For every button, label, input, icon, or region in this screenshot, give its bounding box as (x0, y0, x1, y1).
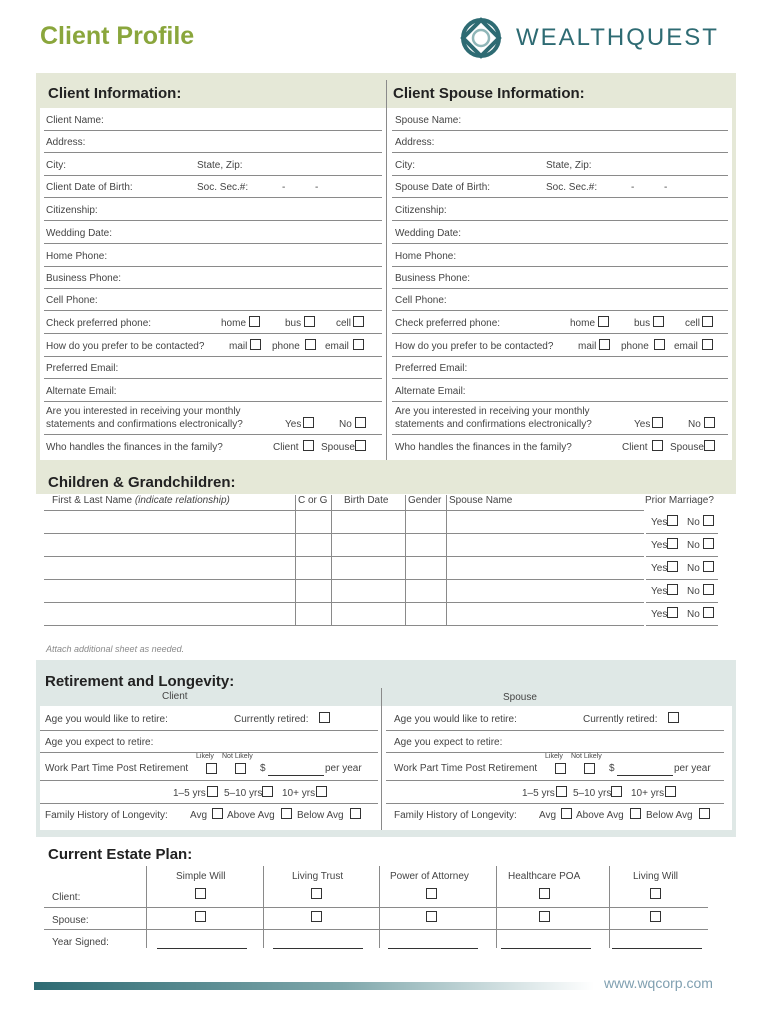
finances-client-checkbox[interactable] (652, 440, 663, 451)
retirement-line (40, 780, 378, 781)
yes-label: Yes (285, 419, 302, 430)
year-signed-line (501, 948, 591, 949)
client-field-label: Business Phone: (46, 273, 122, 284)
children-column-divider (446, 495, 447, 625)
cell-label: cell (685, 318, 701, 329)
yrs-1-5-label: 1–5 yrs (173, 788, 206, 799)
client-field-line (44, 288, 382, 289)
estate-client-checkbox[interactable] (539, 888, 550, 899)
prior-line (646, 602, 718, 603)
client-check-phone-label: Check preferred phone: (46, 318, 152, 329)
email-checkbox[interactable] (702, 339, 713, 350)
estate-year-signed-label: Year Signed: (52, 937, 109, 948)
estate-column-header: Living Will (633, 871, 679, 882)
field-line (392, 401, 728, 402)
client-field-label: Soc. Sec.#: (197, 182, 249, 193)
spouse-field-label: Wedding Date: (395, 228, 461, 239)
email-label: email (674, 341, 698, 352)
statements-yes-checkbox[interactable] (303, 417, 314, 428)
home-label: home (570, 318, 596, 329)
estate-spouse-checkbox[interactable] (426, 911, 437, 922)
year-signed-line (157, 948, 247, 949)
dollar-sign: $ (609, 763, 615, 774)
ssn-dash: - (664, 182, 668, 193)
prior-yes-checkbox[interactable] (667, 515, 678, 526)
cell-label: cell (336, 318, 352, 329)
phone-checkbox[interactable] (654, 339, 665, 350)
field-line (44, 401, 382, 402)
client-field-label: Citizenship: (46, 205, 98, 216)
client-field-line (44, 130, 382, 131)
field-line (44, 356, 382, 357)
likely-checkbox[interactable] (206, 763, 217, 774)
avg-label: Avg (190, 810, 208, 821)
retirement-title: Retirement and Longevity: (45, 673, 235, 690)
col-prior-header: Prior Marriage? (645, 495, 714, 506)
retirement-spouse-col: Spouse (503, 692, 537, 703)
client-field-label: Wedding Date: (46, 228, 112, 239)
client-field-label: Client Date of Birth: (46, 182, 133, 193)
children-column-divider (331, 495, 332, 625)
spouse-field-label: Spouse Date of Birth: (395, 182, 491, 193)
year-signed-line (388, 948, 478, 949)
above-avg-label: Above Avg (227, 810, 275, 821)
finances-label: Who handles the finances in the family? (395, 442, 572, 453)
prior-no-label: No (687, 609, 700, 620)
client-contact-label: How do you prefer to be contacted? (46, 341, 205, 352)
statements-question-line1: Are you interested in receiving your monthly (46, 406, 241, 417)
bus-checkbox[interactable] (653, 316, 664, 327)
prior-no-label: No (687, 563, 700, 574)
home-label: home (221, 318, 247, 329)
yrs-10-checkbox[interactable] (316, 786, 327, 797)
estate-column-header: Living Trust (292, 871, 344, 882)
logo-icon (458, 15, 504, 61)
finances-spouse-checkbox[interactable] (355, 440, 366, 451)
yrs-10-label: 10+ yrs (282, 788, 316, 799)
yrs-5-10-checkbox[interactable] (611, 786, 622, 797)
prior-no-checkbox[interactable] (703, 515, 714, 526)
not-likely-checkbox[interactable] (235, 763, 246, 774)
prior-yes-checkbox[interactable] (667, 607, 678, 618)
amount-line (268, 775, 324, 776)
per-year-label: per year (674, 763, 711, 774)
field-line (44, 378, 382, 379)
col-birth-header: Birth Date (344, 495, 389, 506)
prior-yes-checkbox[interactable] (667, 584, 678, 595)
wealthquest-logo (458, 14, 738, 64)
field-line (44, 434, 382, 435)
field-line (44, 333, 382, 334)
finances-spouse-label: Spouse (670, 442, 704, 453)
retirement-divider (381, 688, 382, 830)
finances-label: Who handles the finances in the family? (46, 442, 223, 453)
per-year-label: per year (325, 763, 362, 774)
ssn-dash: - (315, 182, 319, 193)
finances-client-label: Client (273, 442, 299, 453)
client-field-label: Cell Phone: (46, 295, 98, 306)
estate-client-label: Client: (52, 892, 81, 903)
estate-column-header: Power of Attorney (390, 871, 469, 882)
avg-checkbox[interactable] (561, 808, 572, 819)
prior-no-checkbox[interactable] (703, 538, 714, 549)
client-alternate-email-label: Alternate Email: (46, 386, 117, 397)
spouse-field-label: Spouse Name: (395, 115, 462, 126)
col-name-header (52, 495, 230, 506)
finances-spouse-checkbox[interactable] (704, 440, 715, 451)
footer-url[interactable]: www.wqcorp.com (604, 975, 713, 991)
estate-client-checkbox[interactable] (311, 888, 322, 899)
yrs-5-10-checkbox[interactable] (262, 786, 273, 797)
yrs-10-checkbox[interactable] (665, 786, 676, 797)
prior-yes-label: Yes (651, 540, 668, 551)
work-part-time-label: Work Part Time Post Retirement (45, 763, 189, 774)
children-grid-line (44, 556, 644, 557)
ssn-dash: - (631, 182, 635, 193)
client-field-line (44, 310, 382, 311)
spouse-field-line (392, 243, 728, 244)
statements-question-line2: statements and confirmations electronically? (395, 419, 592, 430)
spouse-contact-label: How do you prefer to be contacted? (395, 341, 554, 352)
age-expect-retire-label: Age you expect to retire: (394, 737, 503, 748)
client-info-divider (386, 80, 387, 460)
below-avg-label: Below Avg (646, 810, 693, 821)
spouse-field-line (392, 152, 728, 153)
estate-title: Current Estate Plan: (48, 846, 193, 863)
mail-label: mail (578, 341, 597, 352)
prior-no-checkbox[interactable] (703, 561, 714, 572)
family-history-label: Family History of Longevity: (45, 810, 168, 821)
bus-label: bus (285, 318, 302, 329)
client-field-line (44, 243, 382, 244)
children-column-divider (405, 495, 406, 625)
client-field-label: City: (46, 160, 66, 171)
finances-client-checkbox[interactable] (303, 440, 314, 451)
attach-note: Attach additional sheet as needed. (46, 644, 185, 654)
prior-line (646, 625, 718, 626)
spouse-field-line (392, 130, 728, 131)
ssn-dash: - (282, 182, 286, 193)
below-avg-checkbox[interactable] (699, 808, 710, 819)
spouse-field-label: City: (395, 160, 415, 171)
page-title: Client Profile (40, 22, 195, 50)
bus-checkbox[interactable] (304, 316, 315, 327)
estate-spouse-checkbox[interactable] (650, 911, 661, 922)
likely-label: Likely (545, 753, 563, 760)
children-grid-line (44, 602, 644, 603)
spouse-field-label: Address: (395, 137, 435, 148)
children-grid-line (44, 579, 644, 580)
client-field-label: Address: (46, 137, 86, 148)
phone-checkbox[interactable] (305, 339, 316, 350)
amount-line (617, 775, 673, 776)
prior-yes-label: Yes (651, 517, 668, 528)
mail-label: mail (229, 341, 248, 352)
yrs-1-5-label: 1–5 yrs (522, 788, 555, 799)
estate-row-line (44, 907, 708, 908)
currently-retired-checkbox[interactable] (668, 712, 679, 723)
prior-no-label: No (687, 517, 700, 528)
children-grid-line (44, 510, 644, 511)
col-name-label: First & Last Name (52, 495, 133, 506)
prior-yes-label: Yes (651, 586, 668, 597)
estate-client-checkbox[interactable] (195, 888, 206, 899)
field-line (392, 356, 728, 357)
spouse-field-line (392, 220, 728, 221)
spouse-field-label: Citizenship: (395, 205, 447, 216)
retirement-line (386, 730, 724, 731)
field-line (392, 434, 728, 435)
estate-spouse-checkbox[interactable] (195, 911, 206, 922)
spouse-field-line (392, 175, 728, 176)
estate-spouse-checkbox[interactable] (539, 911, 550, 922)
retirement-line (40, 803, 378, 804)
yes-label: Yes (634, 419, 651, 430)
bus-label: bus (634, 318, 651, 329)
home-checkbox[interactable] (249, 316, 260, 327)
spouse-preferred-email-label: Preferred Email: (395, 363, 468, 374)
home-checkbox[interactable] (598, 316, 609, 327)
work-part-time-label: Work Part Time Post Retirement (394, 763, 538, 774)
statements-question-line1: Are you interested in receiving your monthly (395, 406, 590, 417)
spouse-field-line (392, 197, 728, 198)
above-avg-checkbox[interactable] (281, 808, 292, 819)
year-signed-line (273, 948, 363, 949)
statements-no-checkbox[interactable] (704, 417, 715, 428)
dollar-sign: $ (260, 763, 266, 774)
field-line (392, 333, 728, 334)
email-label: email (325, 341, 349, 352)
client-field-label: Client Name: (46, 115, 104, 126)
below-avg-label: Below Avg (297, 810, 344, 821)
statements-question-line2: statements and confirmations electronically? (46, 419, 243, 430)
estate-column-header: Healthcare POA (508, 871, 581, 882)
phone-label: phone (621, 341, 649, 352)
mail-checkbox[interactable] (599, 339, 610, 350)
children-grid-line (44, 533, 644, 534)
spouse-alternate-email-label: Alternate Email: (395, 386, 466, 397)
spouse-field-label: Soc. Sec.#: (546, 182, 598, 193)
prior-no-label: No (687, 586, 700, 597)
spouse-field-line (392, 266, 728, 267)
yrs-1-5-checkbox[interactable] (556, 786, 567, 797)
year-signed-line (612, 948, 702, 949)
cell-checkbox[interactable] (702, 316, 713, 327)
email-checkbox[interactable] (353, 339, 364, 350)
age-like-retire-label: Age you would like to retire: (45, 714, 168, 725)
children-grid-line (44, 625, 644, 626)
spouse-field-label: Home Phone: (395, 251, 457, 262)
estate-spouse-label: Spouse: (52, 915, 89, 926)
children-column-divider (295, 495, 296, 625)
estate-row-line (44, 929, 708, 930)
likely-label: Likely (196, 753, 214, 760)
estate-spouse-checkbox[interactable] (311, 911, 322, 922)
client-field-line (44, 197, 382, 198)
spouse-field-label: Cell Phone: (395, 295, 447, 306)
client-field-line (44, 220, 382, 221)
yrs-1-5-checkbox[interactable] (207, 786, 218, 797)
estate-column-header: Simple Will (176, 871, 226, 882)
retirement-line (386, 803, 724, 804)
avg-label: Avg (539, 810, 557, 821)
yrs-5-10-label: 5–10 yrs (573, 788, 612, 799)
estate-client-checkbox[interactable] (426, 888, 437, 899)
spouse-field-label: State, Zip: (546, 160, 592, 171)
no-label: No (688, 419, 701, 430)
prior-yes-checkbox[interactable] (667, 538, 678, 549)
finances-client-label: Client (622, 442, 648, 453)
age-like-retire-label: Age you would like to retire: (394, 714, 517, 725)
prior-yes-label: Yes (651, 563, 668, 574)
yrs-10-label: 10+ yrs (631, 788, 665, 799)
not-likely-checkbox[interactable] (584, 763, 595, 774)
col-name-note: (indicate relationship) (134, 495, 230, 506)
col-spouse-header: Spouse Name (449, 495, 513, 506)
retirement-line (386, 780, 724, 781)
spouse-check-phone-label: Check preferred phone: (395, 318, 501, 329)
prior-line (646, 533, 718, 534)
currently-retired-label: Currently retired: (583, 714, 658, 725)
below-avg-checkbox[interactable] (350, 808, 361, 819)
yrs-5-10-label: 5–10 yrs (224, 788, 263, 799)
children-title: Children & Grandchildren: (48, 474, 236, 491)
avg-checkbox[interactable] (212, 808, 223, 819)
above-avg-checkbox[interactable] (630, 808, 641, 819)
prior-no-checkbox[interactable] (703, 584, 714, 595)
statements-no-checkbox[interactable] (355, 417, 366, 428)
client-field-line (44, 175, 382, 176)
brand-name: WEALTHQUEST (516, 24, 719, 51)
col-cg-header: C or G (298, 495, 328, 506)
mail-checkbox[interactable] (250, 339, 261, 350)
retirement-line (40, 730, 378, 731)
prior-no-label: No (687, 540, 700, 551)
not-likely-label: Not Likely (571, 753, 602, 760)
prior-yes-label: Yes (651, 609, 668, 620)
finances-spouse-label: Spouse (321, 442, 355, 453)
prior-line (646, 579, 718, 580)
prior-no-checkbox[interactable] (703, 607, 714, 618)
above-avg-label: Above Avg (576, 810, 624, 821)
client-preferred-email-label: Preferred Email: (46, 363, 119, 374)
spouse-info-title: Client Spouse Information: (393, 85, 585, 102)
client-field-label: Home Phone: (46, 251, 108, 262)
no-label: No (339, 419, 352, 430)
family-history-label: Family History of Longevity: (394, 810, 517, 821)
not-likely-label: Not Likely (222, 753, 253, 760)
prior-yes-checkbox[interactable] (667, 561, 678, 572)
spouse-field-line (392, 288, 728, 289)
cell-checkbox[interactable] (353, 316, 364, 327)
likely-checkbox[interactable] (555, 763, 566, 774)
retirement-client-col: Client (162, 691, 188, 702)
footer-bar (34, 982, 594, 990)
statements-yes-checkbox[interactable] (652, 417, 663, 428)
field-line (392, 378, 728, 379)
estate-client-checkbox[interactable] (650, 888, 661, 899)
age-expect-retire-label: Age you expect to retire: (45, 737, 154, 748)
client-field-label: State, Zip: (197, 160, 243, 171)
currently-retired-label: Currently retired: (234, 714, 309, 725)
client-field-line (44, 266, 382, 267)
client-field-line (44, 152, 382, 153)
col-gender-header: Gender (408, 495, 442, 506)
prior-line (646, 556, 718, 557)
client-info-title: Client Information: (48, 85, 182, 102)
spouse-field-line (392, 310, 728, 311)
currently-retired-checkbox[interactable] (319, 712, 330, 723)
spouse-field-label: Business Phone: (395, 273, 471, 284)
phone-label: phone (272, 341, 300, 352)
